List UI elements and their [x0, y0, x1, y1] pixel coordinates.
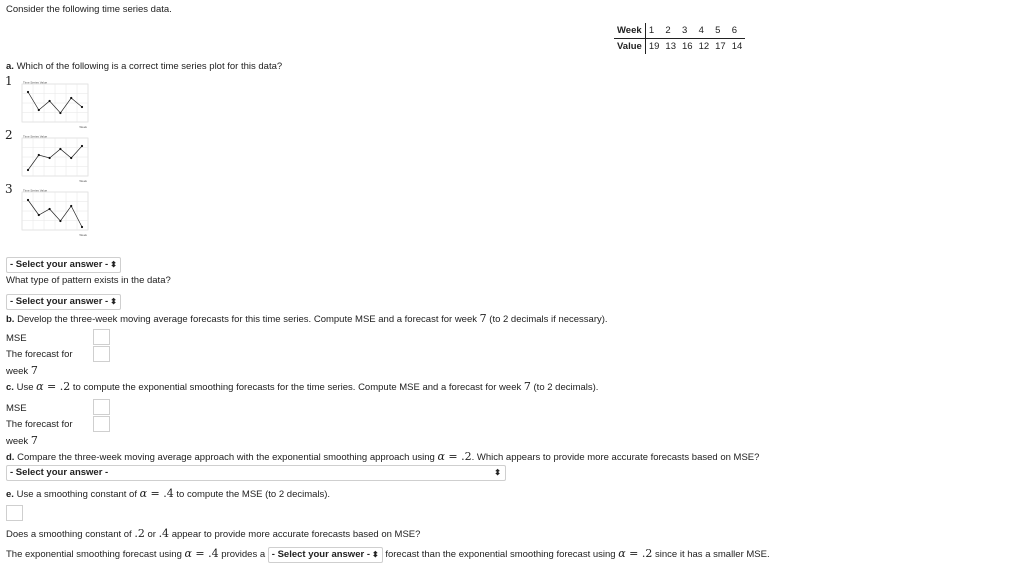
value-cell: 14: [731, 41, 743, 52]
week-number: 7: [30, 434, 38, 447]
question-d: [6, 450, 759, 463]
plot-option-2[interactable]: [14, 133, 90, 183]
alpha-value: .2: [59, 380, 71, 393]
compare-answer-select[interactable]: [6, 465, 506, 481]
mse-label-c: MSE: [6, 403, 27, 414]
week-header: Week: [614, 23, 645, 39]
equals: =: [191, 547, 209, 560]
data-point: [27, 169, 29, 171]
data-point: [49, 157, 51, 159]
data-point: [70, 205, 72, 207]
q2-value2: .4: [158, 527, 170, 540]
x-axis-label: Week: [79, 233, 87, 237]
data-point: [38, 214, 40, 216]
data-point: [81, 226, 83, 228]
forecast-label-c: The forecast for: [6, 419, 73, 430]
question-c-week: 7: [523, 380, 531, 393]
data-point: [38, 109, 40, 111]
chevron-updown-icon: ⬍: [110, 297, 117, 306]
s-text2: provides a: [218, 549, 268, 560]
question-a-prefix: a.: [6, 61, 14, 72]
mse-input-c[interactable]: [93, 399, 110, 415]
select-label: - Select your answer -: [271, 549, 370, 560]
x-axis-label: Week: [79, 179, 87, 183]
week-word: week: [6, 366, 29, 377]
mse-input-e[interactable]: [6, 505, 23, 521]
final-sentence: [6, 547, 770, 563]
y-axis-label: Time Series Value: [23, 80, 48, 85]
question-d-text: Compare the three-week moving average approach with the exponential smoothing approach using: [14, 452, 438, 463]
select-label: - Select your answer -: [10, 296, 109, 307]
week-cell: 3: [679, 23, 696, 39]
time-series-table: [614, 23, 745, 54]
question-e-text: Use a smoothing constant of: [13, 489, 140, 500]
question-c-prefix: c.: [6, 382, 14, 393]
forecast-input-c[interactable]: [93, 416, 110, 432]
q2-text1: Does a smoothing constant of: [6, 529, 135, 540]
s-text1: The exponential smoothing forecast using: [6, 549, 185, 560]
data-point: [70, 157, 72, 159]
week-word: week: [6, 436, 29, 447]
week-cell: 2: [662, 23, 679, 39]
alpha-value: .2: [461, 450, 472, 463]
q2-text3: appear to provide more accurate forecasts based on MSE?: [169, 529, 421, 540]
s-text4: since it has a smaller MSE.: [652, 549, 770, 560]
equals: =: [43, 380, 60, 393]
alpha-symbol: α: [184, 547, 192, 560]
question-b-text: Develop the three-week moving average forecasts for this time series. Compute MSE and a forecast for week: [14, 314, 480, 325]
question-e-prefix: e.: [6, 489, 14, 500]
question-d-prefix: d.: [6, 452, 15, 463]
option-number: 2: [5, 128, 13, 142]
value-cell: 16: [681, 41, 693, 52]
week-cell: 1: [645, 23, 662, 39]
y-axis-label: Time Series Value: [23, 188, 48, 193]
q2-value1: .2: [134, 527, 145, 540]
data-point: [59, 148, 61, 150]
data-point: [70, 97, 72, 99]
s-text3: forecast than the exponential smoothing forecast using: [382, 549, 619, 560]
question-e-2: [6, 527, 420, 540]
forecast-week-label-c: [6, 434, 38, 447]
s-value1: .4: [208, 547, 219, 560]
plot-option-1[interactable]: [14, 79, 90, 129]
pattern-answer-select[interactable]: [6, 294, 121, 310]
intro-text: Consider the following time series data.: [6, 4, 172, 15]
equals: =: [147, 487, 164, 500]
chevron-updown-icon: ⬍: [494, 468, 501, 477]
question-c: [6, 380, 598, 393]
select-label: - Select your answer -: [10, 467, 109, 478]
week-cell: 6: [729, 23, 746, 39]
question-a-text: Which of the following is a correct time series plot for this data?: [13, 61, 283, 72]
week-cell: 4: [696, 23, 713, 39]
value-cell: 12: [698, 41, 710, 52]
q2-text2: or: [144, 529, 159, 540]
question-b: [6, 312, 608, 325]
question-e-text2: to compute the MSE (to 2 decimals).: [173, 489, 331, 500]
question-c-text2: to compute the exponential smoothing forecasts for the time series. Compute MSE and a forecast for week: [70, 382, 524, 393]
week-number: 7: [30, 364, 38, 377]
value-cell: 17: [715, 41, 726, 52]
question-c-text3: (to 2 decimals).: [530, 382, 599, 393]
equals: =: [625, 547, 642, 560]
data-point: [27, 91, 29, 93]
s-value2: .2: [641, 547, 653, 560]
question-b-prefix: b.: [6, 314, 15, 325]
alpha-symbol: α: [139, 487, 148, 500]
alpha-symbol: α: [437, 450, 445, 463]
alpha-symbol: α: [36, 380, 44, 393]
x-axis-label: Week: [79, 125, 87, 129]
value-cell: 13: [665, 41, 676, 52]
value-header: Value: [614, 39, 645, 55]
question-e: [6, 487, 330, 500]
question-a: [6, 61, 282, 72]
forecast-input-b[interactable]: [93, 346, 110, 362]
option-number: 1: [5, 74, 13, 88]
mse-label-b: MSE: [6, 333, 27, 344]
select-label: - Select your answer -: [10, 259, 109, 270]
mse-input-b[interactable]: [93, 329, 110, 345]
data-point: [81, 106, 83, 108]
equals: =: [444, 450, 462, 463]
data-point: [59, 220, 61, 222]
data-point: [49, 208, 51, 210]
question-d-text2: . Which appears to provide more accurate forecasts based on MSE?: [471, 452, 760, 463]
data-point: [59, 112, 61, 114]
week-cell: 5: [712, 23, 729, 39]
y-axis-label: Time Series Value: [23, 134, 48, 139]
plot-answer-select[interactable]: [6, 257, 121, 273]
forecast-label-b: The forecast for: [6, 349, 73, 360]
chevron-updown-icon: ⬍: [371, 550, 379, 559]
data-point: [49, 100, 51, 102]
question-b-week: 7: [479, 312, 487, 325]
data-point: [38, 154, 40, 156]
accuracy-answer-select[interactable]: [268, 547, 383, 563]
plot-option-3[interactable]: [14, 187, 90, 237]
option-number: 3: [5, 182, 13, 196]
question-b-text-end: (to 2 decimals if necessary).: [486, 314, 608, 325]
data-point: [81, 145, 83, 147]
pattern-question: What type of pattern exists in the data?: [6, 275, 171, 286]
alpha-symbol: α: [618, 547, 626, 560]
forecast-week-label-b: [6, 364, 38, 377]
data-point: [27, 199, 29, 201]
alpha-value: .4: [163, 487, 174, 500]
question-c-text: Use: [13, 382, 37, 393]
chevron-updown-icon: ⬍: [110, 260, 117, 269]
value-cell: 19: [648, 41, 660, 52]
